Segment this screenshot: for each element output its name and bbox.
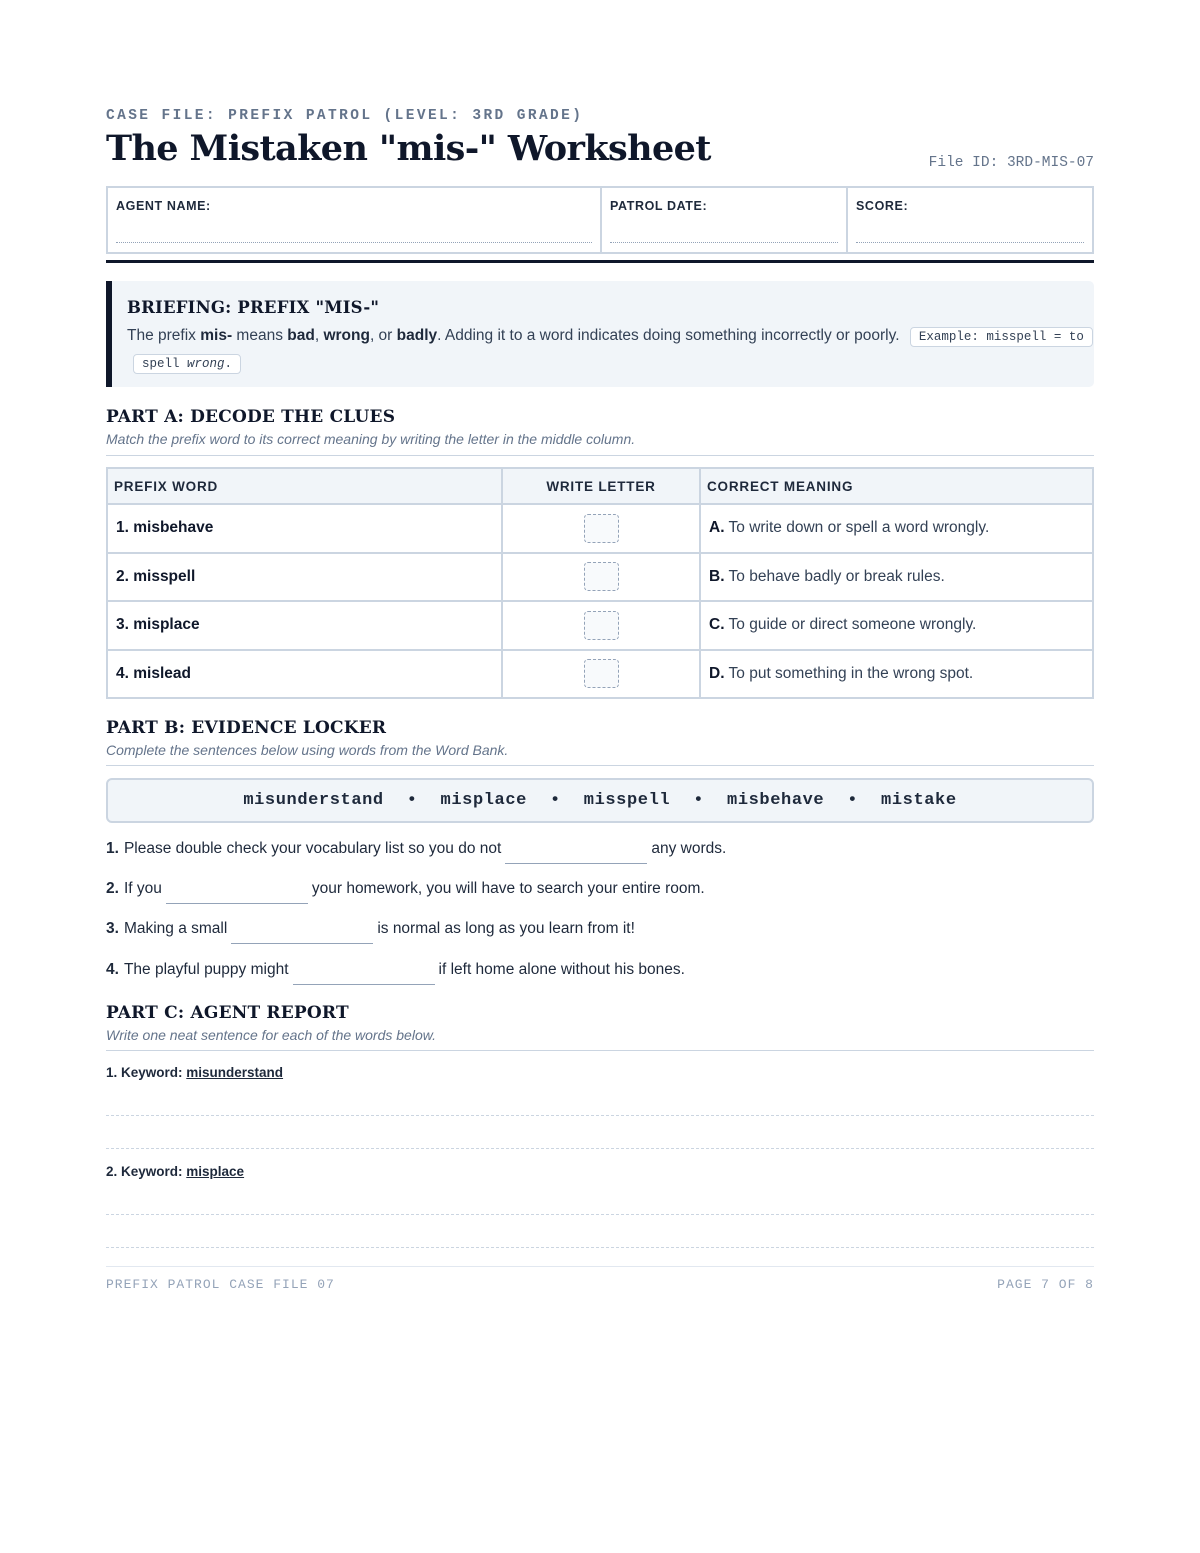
answer-blank[interactable] — [505, 842, 647, 864]
letter-cell — [502, 504, 700, 553]
keyword-1: 1. Keyword: misunderstand — [106, 1065, 284, 1080]
briefing-heading: BRIEFING: PREFIX "MIS-" — [127, 298, 380, 317]
part-a-subtitle: Match the prefix word to its correct meaning by writing the letter in the middle column. — [106, 431, 636, 447]
fill-sentence-2: 2. If you your homework, you will have to search your entire room. — [106, 876, 705, 898]
answer-blank[interactable] — [166, 882, 308, 904]
col-prefix-word: PREFIX WORD — [107, 468, 502, 504]
table-row — [107, 650, 1093, 699]
part-c-subtitle: Write one neat sentence for each of the words below. — [106, 1027, 436, 1043]
file-id: File ID: 3RD-MIS-07 — [928, 155, 1094, 171]
word-bank-separator: • — [693, 791, 705, 810]
prefix-word: 2. misspell — [107, 553, 502, 602]
writing-line[interactable] — [106, 1214, 1094, 1215]
meaning-cell: D. To put something in the wrong spot. — [700, 650, 1093, 699]
letter-cell — [502, 650, 700, 699]
prefix-word: 4. mislead — [107, 650, 502, 699]
part-a-rule — [106, 455, 1094, 456]
word-bank — [106, 778, 1094, 823]
page-title: The Mistaken "mis-" Worksheet — [106, 128, 711, 169]
agent-name-field[interactable] — [108, 188, 602, 252]
letter-answer-box[interactable] — [584, 562, 619, 591]
word-bank-item: misplace — [440, 791, 527, 810]
fill-sentence-3: 3. Making a small is normal as long as you learn from it! — [106, 916, 635, 938]
keyword-2: 2. Keyword: misplace — [106, 1164, 245, 1179]
word-bank-item: mistake — [881, 791, 957, 810]
score-label: SCORE: — [856, 199, 909, 213]
part-b-subtitle: Complete the sentences below using words from the Word Bank. — [106, 742, 509, 758]
part-c-title: PART C: AGENT REPORT — [106, 1003, 349, 1023]
part-b-title: PART B: EVIDENCE LOCKER — [106, 718, 387, 738]
word-bank-separator: • — [406, 791, 418, 810]
letter-cell — [502, 553, 700, 602]
score-line — [856, 242, 1084, 243]
prefix-word: 1. misbehave — [107, 504, 502, 553]
part-c-rule — [106, 1050, 1094, 1051]
answer-blank[interactable] — [293, 963, 435, 985]
letter-cell — [502, 601, 700, 650]
agent-name-line — [116, 242, 592, 243]
writing-line[interactable] — [106, 1247, 1094, 1248]
prefix-word: 3. misplace — [107, 601, 502, 650]
col-write-letter: WRITE LETTER — [502, 468, 700, 504]
briefing-box — [106, 281, 1094, 387]
word-bank-item: misbehave — [727, 791, 825, 810]
example-chip: Example: misspell = to spell wrong. — [133, 327, 1093, 374]
patrol-date-label: PATROL DATE: — [610, 199, 708, 213]
word-bank-separator: • — [847, 791, 859, 810]
patrol-date-line — [610, 242, 838, 243]
meaning-cell: B. To behave badly or break rules. — [700, 553, 1093, 602]
word-bank-item: misunderstand — [243, 791, 384, 810]
fill-sentence-1: 1. Please double check your vocabulary list so you do not any words. — [106, 836, 726, 858]
col-correct-meaning: CORRECT MEANING — [700, 468, 1093, 504]
letter-answer-box[interactable] — [584, 611, 619, 640]
footer-divider — [106, 1266, 1094, 1267]
table-row — [107, 601, 1093, 650]
agent-name-label: AGENT NAME: — [116, 199, 211, 213]
table-row — [107, 553, 1093, 602]
part-a-title: PART A: DECODE THE CLUES — [106, 407, 396, 427]
writing-line[interactable] — [106, 1115, 1094, 1116]
footer-case-file: PREFIX PATROL CASE FILE 07 — [106, 1277, 335, 1292]
briefing-text: The prefix mis- means bad, wrong, or badly. Adding it to a word indicates doing something incorrectly or poorly. Example: misspell = to spell wrong. — [127, 323, 1089, 377]
matching-table — [106, 467, 1094, 699]
score-field[interactable] — [848, 188, 1092, 252]
fill-sentence-4: 4. The playful puppy might if left home alone without his bones. — [106, 957, 685, 979]
footer-page-number: PAGE 7 OF 8 — [997, 1277, 1094, 1292]
meaning-cell: C. To guide or direct someone wrongly. — [700, 601, 1093, 650]
letter-answer-box[interactable] — [584, 659, 619, 688]
word-bank-separator: • — [549, 791, 561, 810]
writing-line[interactable] — [106, 1148, 1094, 1149]
letter-answer-box[interactable] — [584, 514, 619, 543]
answer-blank[interactable] — [231, 922, 373, 944]
table-header-row — [107, 468, 1093, 504]
header-divider — [106, 260, 1094, 263]
patrol-date-field[interactable] — [602, 188, 848, 252]
case-file-label: CASE FILE: PREFIX PATROL (LEVEL: 3RD GRADE) — [106, 108, 584, 124]
table-row — [107, 504, 1093, 553]
word-bank-item: misspell — [583, 791, 671, 810]
part-b-rule — [106, 765, 1094, 766]
agent-info-row — [106, 186, 1094, 254]
meaning-cell: A. To write down or spell a word wrongly. — [700, 504, 1093, 553]
